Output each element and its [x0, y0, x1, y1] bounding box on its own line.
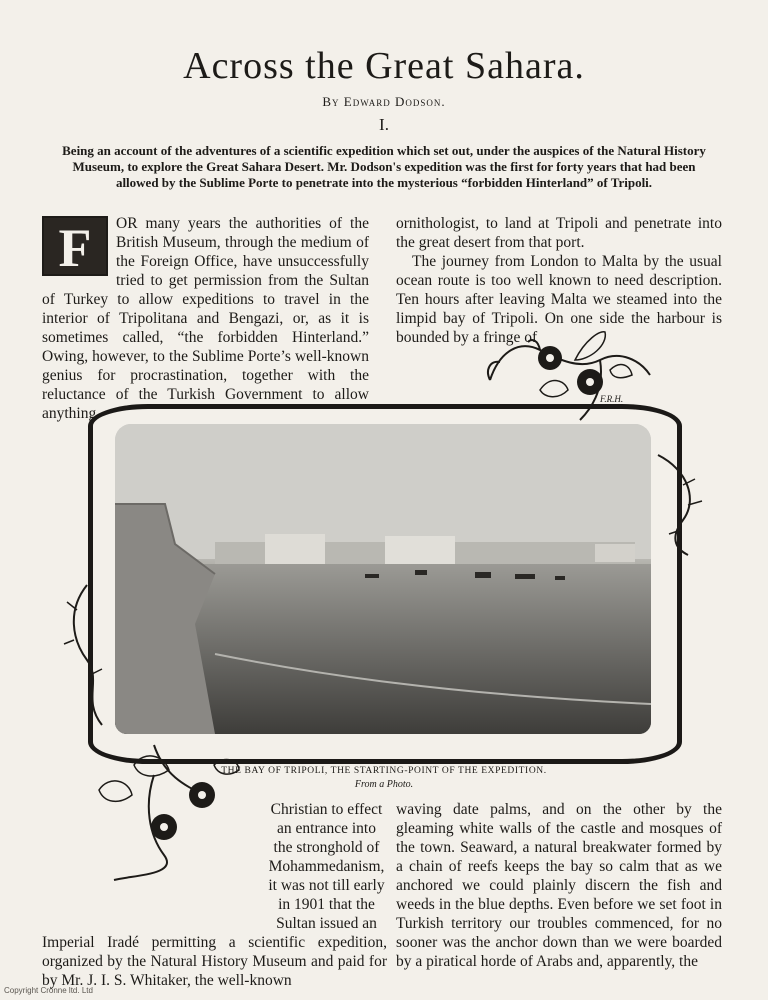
harbour-photo — [115, 424, 651, 734]
copyright-notice: Copyright Cronne ltd. Ltd — [4, 986, 93, 995]
column-2-paragraph-1: ornithologist, to land at Tripoli and penetrate into the great desert from that port. — [396, 215, 722, 251]
part-number: I. — [379, 115, 389, 134]
column-2-paragraph-2: The journey from London to Malta by the usual ocean route is too well known to need description. Ten hours after leaving Malta we steamed into the limpid bay of Tripoli. On one side the harbour is bounded by a fringe of — [396, 253, 722, 346]
figure-caption: THE BAY OF TRIPOLI, THE STARTING-POINT OF THE EXPEDITION. — [221, 766, 547, 776]
column-1 — [42, 214, 369, 423]
artist-initials: F.R.H. — [600, 394, 624, 404]
drop-cap: F — [42, 216, 108, 276]
figure-credit: From a Photo. — [354, 779, 414, 790]
vine-ornament-icon — [648, 450, 708, 560]
article-title: Across the Great Sahara. — [183, 45, 585, 87]
column-1-text: OR many years the authorities of the British Museum, through the medium of the Foreign Office, have unsuccessfully tried to get permission from the Sultan of Turkey to allow expeditions to travel in the interior of Tripolitana and Bengazi, or, as it is sometimes called, “the forbidden Hinterland.” Owing, however, to the Sublime Porte’s well-known genius for procrastination, together with the reluctance of the Turkish Government to allow anything — [42, 215, 369, 422]
vine-ornament-icon — [62, 580, 112, 730]
article-byline: By Edward Dodson. — [322, 94, 446, 109]
column-3-text: Imperial Iradé permitting a scientific expedition, organized by the Natural History Museum and paid for by Mr. J. I. S. Whitaker, the well-known — [42, 934, 387, 989]
column-4 — [396, 800, 722, 971]
article-intro: Being an account of the adventures of a scientific expedition which set out, under the auspices of the Natural History Museum, to explore the Great Sahara Desert. Mr. Dodson's expedition was the first for forty years that had been allowed by the Sublime Porte to penetrate into the mysterious “forbidden Hinterland” of Tripoli. — [62, 143, 706, 190]
column-4-text: waving date palms, and on the other by the gleaming white walls of the castle and mosques of the town. Seaward, a natural breakwater formed by a chain of reefs keeps the bay so calm that as we anchored we could plainly discern the fish and weeds in the blue depths. Even before we set foot in Turkish territory our troubles commenced, for no sooner was the anchor down than we were boarded by a piratical horde of Arabs and, apparently, the — [396, 801, 722, 970]
harbour-photo-drawing — [115, 424, 651, 734]
column-3-indented-text: Christian to effect an entrance into the stronghold of Mohammedanism, it was not till early in 1901 that the Sultan issued an — [268, 801, 385, 932]
column-3 — [42, 800, 387, 990]
